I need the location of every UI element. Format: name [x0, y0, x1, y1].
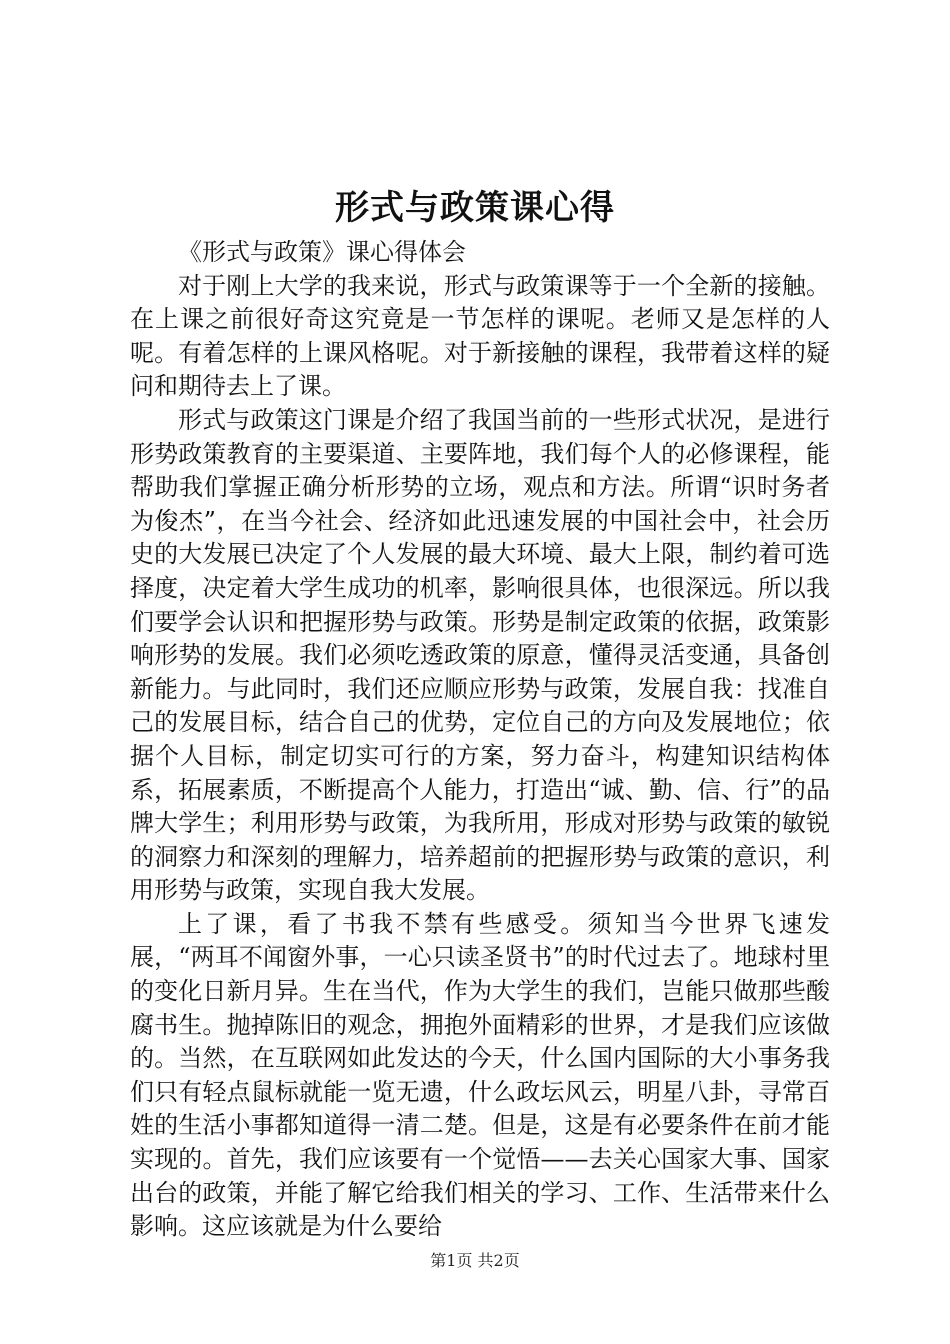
document-body	[130, 236, 830, 1244]
page-title: 形式与政策课心得	[335, 188, 615, 228]
page-number-footer: 第1页 共2页	[430, 1251, 520, 1270]
paragraph-2: 形式与政策这门课是介绍了我国当前的一些形式状况，是进行形势政策教育的主要渠道、主要阵地，我们每个人的必修课程，能帮助我们掌握正确分析形势的立场，观点和方法。所谓“识时务者为俊杰”，在当今社会、经济如此迅速发展的中国社会中，社会历史的大发展已决定了个人发展的最大环境、最大上限，制约着可选择度，决定着大学生成功的机率，影响很具体，也很深远。所以我们要学会认识和把握形势与政策。形势是制定政策的依据，政策影响形势的发展。我们必须吃透政策的原意，懂得灵活变通，具备创新能力。与此同时，我们还应顺应形势与政策，发展自我：找准自己的发展目标，结合自己的优势，定位自己的方向及发展地位；依据个人目标，制定切实可行的方案，努力奋斗，构建知识结构体系，拓展素质，不断提高个人能力，打造出“诚、勤、信、行”的品牌大学生；利用形势与政策，为我所用，形成对形势与政策的敏锐的洞察力和深刻的理解力，培养超前的把握形势与政策的意识，利用形势与政策，实现自我大发展。	[130, 405, 830, 905]
paragraph-3: 上了课，看了书我不禁有些感受。须知当今世界飞速发展，“两耳不闻窗外事，一心只读圣贤书”的时代过去了。地球村里的变化日新月异。生在当代，作为大学生的我们，岂能只做那些酸腐书生。抛掉陈旧的观念，拥抱外面精彩的世界，才是我们应该做的。当然，在互联网如此发达的今天，什么国内国际的大小事务我们只有轻点鼠标就能一览无遗，什么政坛风云，明星八卦，寻常百姓的生活小事都知道得一清二楚。但是，这是有必要条件在前才能实现的。首先，我们应该要有一个觉悟——去关心国家大事、国家出台的政策，并能了解它给我们相关的学习、工作、生活带来什么影响。这应该就是为什么要给	[130, 909, 830, 1241]
paragraph-1: 对于刚上大学的我来说，形式与政策课等于一个全新的接触。在上课之前很好奇这究竟是一节怎样的课呢。老师又是怎样的人呢。有着怎样的上课风格呢。对于新接触的课程，我带着这样的疑问和期待去上了课。	[130, 271, 830, 401]
document-subtitle: 《形式与政策》课心得体会	[178, 238, 466, 266]
